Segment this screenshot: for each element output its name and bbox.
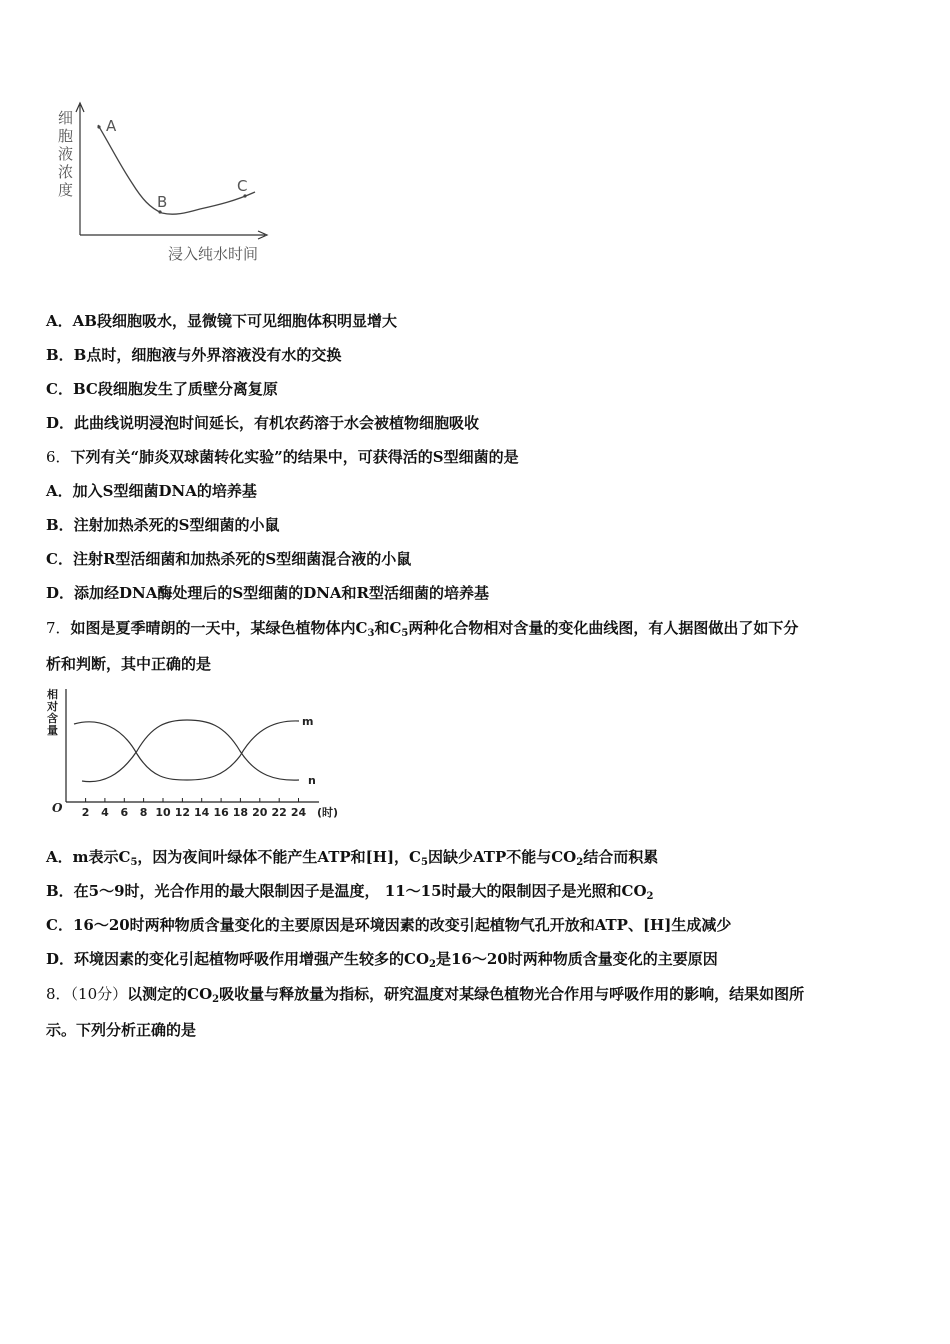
x-tick-label: 22 (271, 806, 287, 819)
q6-stem-text: 下列有关“肺炎双球菌转化实验”的结果中，可获得活的S型细菌的是 (70, 448, 519, 466)
q6-option-c: C．注射R型活细菌和加热杀死的S型细菌混合液的小鼠 (46, 550, 412, 568)
ylabel-char: 对 (47, 700, 58, 713)
question-number: 6． (46, 448, 71, 466)
ylabel-char: 量 (47, 724, 58, 737)
question-number: 8． (46, 985, 71, 1003)
point-label-c: C (237, 177, 248, 195)
q5-option-a: A．AB段细胞吸水，显微镜下可见细胞体积明显增大 (46, 312, 397, 330)
point-a-dot (97, 125, 100, 128)
question-score: （10分） (70, 985, 128, 1003)
x-tick-label: 24 (290, 806, 307, 819)
q5-option-b: B．B点时，细胞液与外界溶液没有水的交换 (46, 346, 342, 364)
ylabel-char: 度 (58, 181, 74, 199)
series-m-curve (74, 721, 299, 780)
ylabel-char: 含 (47, 712, 58, 725)
ylabel-char: 细 (58, 109, 74, 127)
x-axis-label: 浸入纯水时间 (168, 245, 259, 263)
x-tick-labels (82, 806, 307, 819)
q6-option-a: A．加入S型细菌DNA的培养基 (46, 482, 257, 500)
q7-option-a: A．m表示$C_5$，因为夜间叶绿体不能产生ATP和[H]，$C_5$因缺少ATP不能与$CO_2$结合而积累 (46, 848, 659, 868)
q7-option-d: D．环境因素的变化引起植物呼吸作用增强产生较多的$CO_2$是16～20时两种物质含量变化的主要原因 (46, 950, 718, 970)
ylabel-char: 浓 (58, 163, 74, 181)
x-tick-label: 16 (213, 806, 229, 819)
q7-option-b: B．在5～9时，光合作用的最大限制因子是温度， 11～15时最大的限制因子是光照和$CO_2$ (46, 882, 654, 902)
x-unit-label: (时) (317, 806, 339, 819)
x-tick-label: 20 (252, 806, 268, 819)
q7-option-c: C．16～20时两种物质含量变化的主要原因是环境因素的改变引起植物气孔开放和ATP、[H]生成减少 (46, 916, 732, 934)
series-label-n: n (308, 774, 316, 787)
q5-option-d: D．此曲线说明浸泡时间延长，有机农药溶于水会被植物细胞吸收 (46, 414, 480, 432)
figure-cell-sap-concentration (50, 95, 290, 270)
x-tick-label: 12 (174, 806, 191, 819)
figure-relative-content (44, 684, 354, 824)
q7-stem-line2: 析和判断，其中正确的是 (46, 655, 212, 673)
q5-option-c: C．BC段细胞发生了质壁分离复原 (46, 380, 278, 398)
series-label-m: m (302, 715, 314, 728)
concentration-curve (98, 125, 255, 214)
question-number: 7． (46, 619, 71, 637)
ylabel-char: 相 (47, 688, 58, 701)
q6-option-b: B．注射加热杀死的S型细菌的小鼠 (46, 516, 280, 534)
q6-stem (46, 447, 519, 467)
q8-stem: 8．（10分）以测定的$CO_2$吸收量与释放量为指标，研究温度对某绿色植物光合作用与呼吸作用的影响，结果如图所 (46, 985, 805, 1005)
q6-option-d: D．添加经DNA酶处理后的S型细菌的DNA和R型活细菌的培养基 (46, 584, 490, 602)
x-tick-label: 8 (139, 806, 148, 819)
origin-label: O (52, 801, 63, 815)
x-tick-label: 6 (120, 806, 129, 819)
ylabel-char: 胞 (58, 127, 74, 145)
x-tick-label: 4 (101, 806, 109, 819)
point-label-a: A (106, 117, 117, 135)
ylabel-char: 液 (58, 145, 74, 163)
x-tick-label: 2 (81, 806, 90, 819)
q8-stem-line2: 示。下列分析正确的是 (46, 1021, 197, 1039)
x-tick-label: 18 (232, 806, 249, 819)
q7-stem: 7．如图是夏季晴朗的一天中，某绿色植物体内$C_3$和$C_5$两种化合物相对含量的变化曲线图，有人据图做出了如下分 (46, 619, 799, 639)
x-tick-label: 10 (155, 806, 171, 819)
point-label-b: B (157, 193, 168, 211)
x-tick-label: 14 (194, 806, 210, 819)
